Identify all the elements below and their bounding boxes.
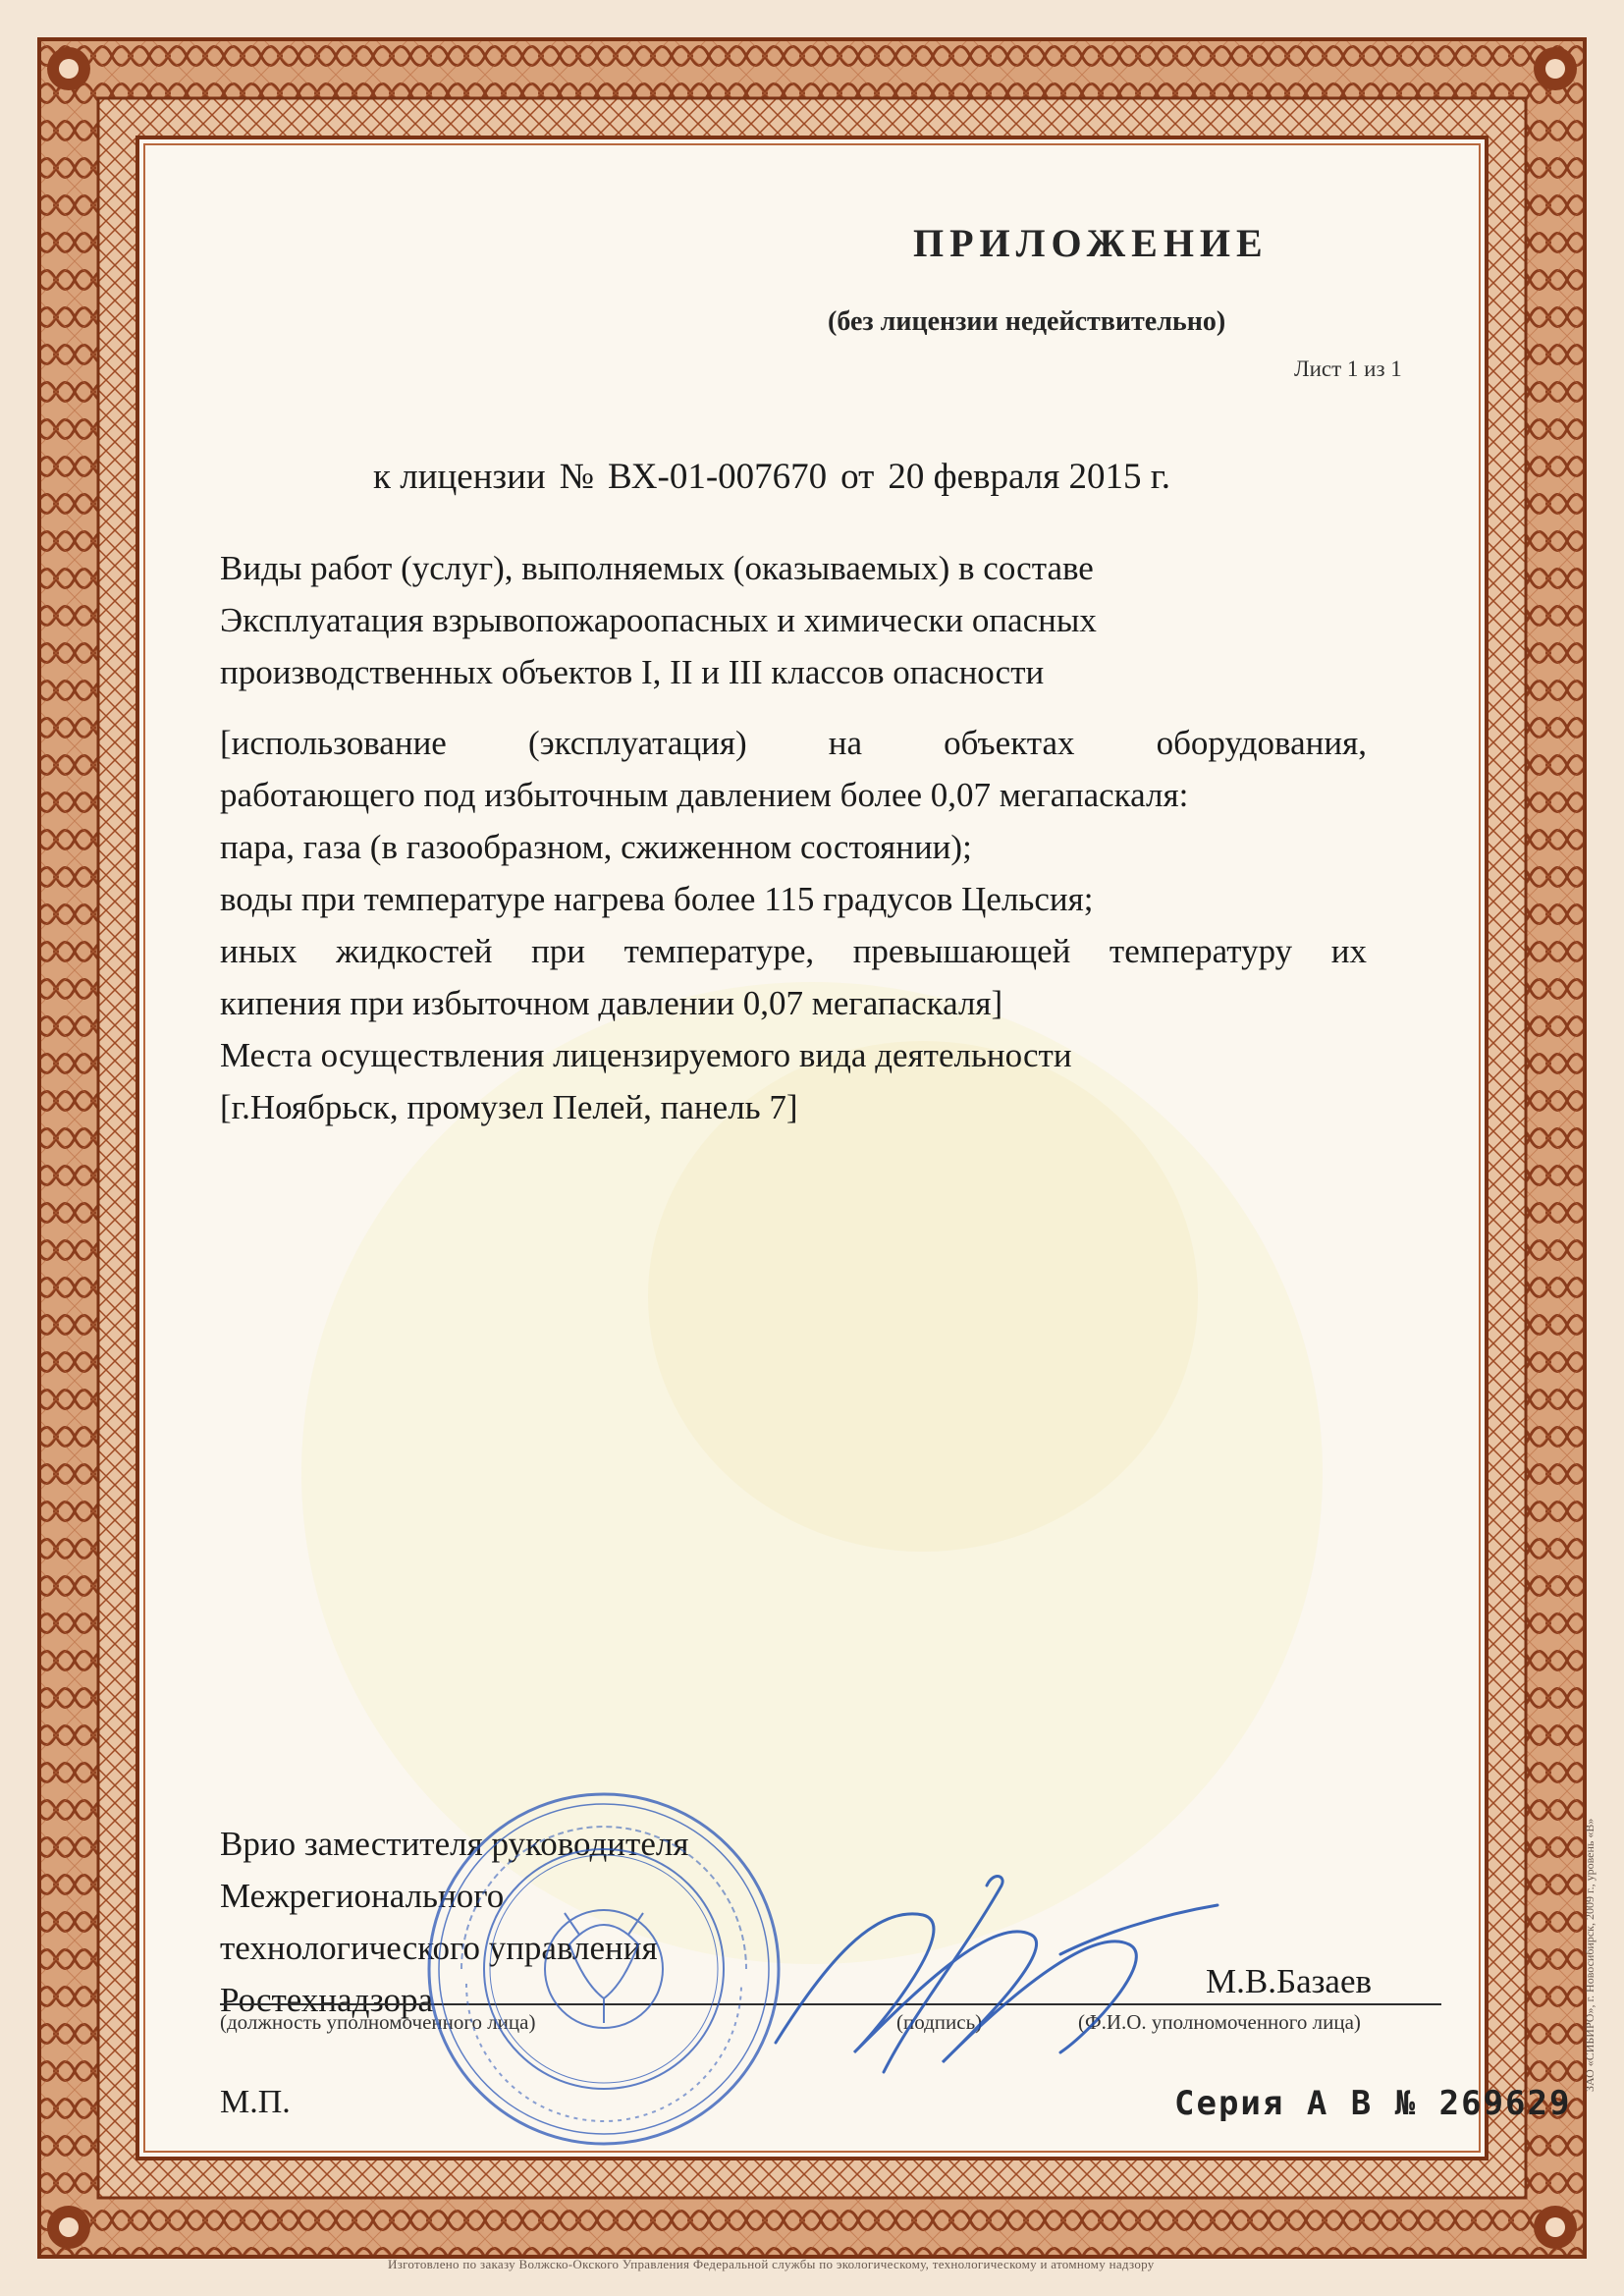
details-line-1 — [220, 717, 1367, 769]
details-line-3: пара, газа (в газообразном, сжиженном состоянии); — [220, 828, 972, 866]
work-types — [220, 542, 1097, 698]
details-line-2: работающего под избыточным давлением более 0,07 мегапаскаля: — [220, 776, 1189, 814]
details-line-6: кипения при избыточном давлении 0,07 мегапаскаля] — [220, 984, 1003, 1022]
license-prefix: к лицензии — [373, 457, 546, 497]
word: их — [1330, 932, 1367, 970]
places-line: Места осуществления лицензируемого вида деятельности — [220, 1036, 1072, 1074]
word: (эксплуатация) — [527, 724, 747, 762]
handwritten-signature — [766, 1846, 1227, 2092]
work-types-line: Виды работ (услуг), выполняемых (оказываемых) в составе — [220, 549, 1094, 587]
word: [использование — [220, 724, 447, 762]
word: температуре, — [623, 932, 815, 970]
signatory-line: Ростехнадзора — [220, 1981, 434, 2019]
license-from: от — [840, 457, 875, 497]
signatory-line: Врио заместителя руководителя — [220, 1825, 689, 1863]
signatory-name: М.В.Базаев — [1206, 1962, 1373, 2000]
signatory-line: технологического управления — [220, 1929, 658, 1967]
series-number: Серия А В № 269629 — [1174, 2084, 1572, 2123]
word: при — [531, 932, 586, 970]
caption-position: (должность уполномоченного лица) — [220, 2010, 536, 2034]
caption-name: (Ф.И.О. уполномоченного лица) — [1078, 2010, 1361, 2034]
manufacturer-mark: ЗАО «СИБИРО», г. Новосибирск, 2009 г., уровень «В» — [1583, 1818, 1597, 2092]
word: объектах — [944, 724, 1075, 762]
validity-note: (без лицензии недействительно) — [828, 306, 1226, 337]
number-sign: № — [559, 457, 595, 497]
printer-imprint: Изготовлено по заказу Волжско-Окского Управления Федеральной службы по экологическому, технологическому и атомному надзору — [388, 2257, 1155, 2271]
signatory-line: Межрегионального — [220, 1877, 505, 1915]
word: на — [828, 724, 863, 762]
word: иных — [220, 932, 298, 970]
details-line-4: воды при температуре нагрева более 115 градусов Цельсия; — [220, 880, 1094, 918]
document-title: ПРИЛОЖЕНИЕ — [913, 221, 1269, 265]
word: превышающей — [852, 932, 1071, 970]
license-number: ВХ-01-007670 — [608, 457, 828, 497]
license-date: 20 февраля 2015 г. — [888, 457, 1170, 497]
work-types-line: Эксплуатация взрывопожароопасных и химически опасных — [220, 601, 1097, 639]
work-types-line: производственных объектов I, II и III классов опасности — [220, 653, 1045, 691]
seal-place-label: М.П. — [220, 2084, 291, 2120]
work-details — [220, 717, 1367, 1029]
details-line-5 — [220, 925, 1367, 977]
caption-signature: (подпись) — [896, 2010, 983, 2034]
word: оборудования, — [1156, 724, 1367, 762]
license-reference — [373, 456, 1184, 498]
word: температуру — [1109, 932, 1293, 970]
sheet-number: Лист 1 из 1 — [1294, 356, 1402, 381]
activity-places — [220, 1029, 1072, 1133]
official-seal-stamp — [422, 1787, 785, 2151]
places-line: [г.Ноябрьск, промузел Пелей, панель 7] — [220, 1088, 798, 1126]
word: жидкостей — [336, 932, 493, 970]
